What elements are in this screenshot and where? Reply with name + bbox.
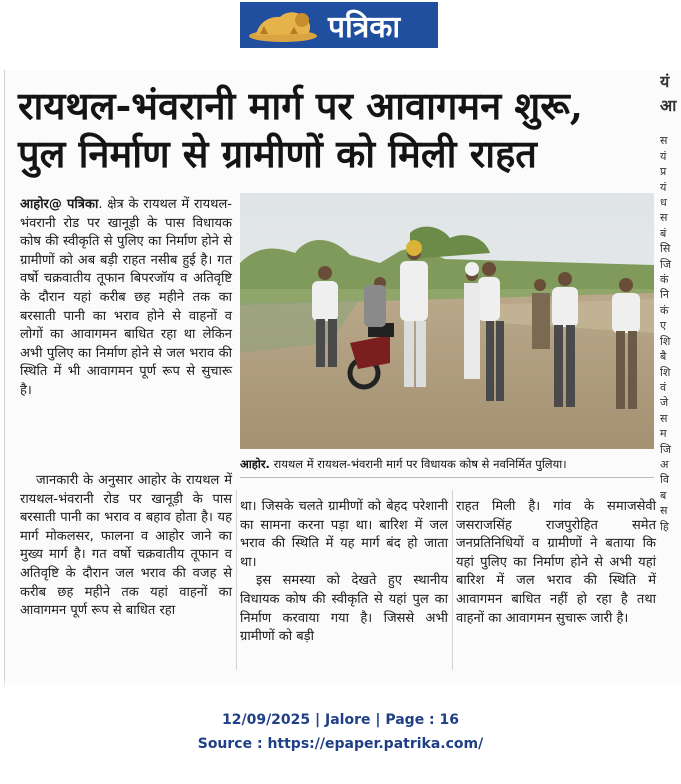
adjacent-article-fragment: शि	[660, 365, 671, 379]
adjacent-article-fragment: स	[660, 134, 668, 148]
adjacent-article-fragment: प्र	[660, 165, 667, 179]
clip-bottom-fade	[4, 677, 681, 689]
paragraph-3a-text: था। जिसके चलते ग्रामीणों को बेहद परेशानी का सामना करना पड़ा था। बारिश में जल भराव की स्थिति में यह मार्ग बंद हो जाता था।	[240, 499, 448, 570]
paragraph-3b-text: इस समस्या को देखते हुए स्थानीय विधायक कोष की स्वीकृति से यहां पुल का निर्माण करवाया गया है। जिससे अभी ग्रामीणों को बड़ी	[240, 573, 448, 645]
adjacent-article-fragment: वं	[660, 380, 667, 394]
column-rule	[452, 490, 453, 670]
adjacent-article-fragment: नि	[660, 288, 669, 302]
dateline: आहोर@ पत्रिका	[20, 197, 99, 212]
caption-place: आहोर.	[240, 457, 270, 471]
adjacent-article-fragment: ब	[660, 488, 667, 502]
article-paragraph-2	[20, 472, 232, 621]
adjacent-article-fragment: यं	[660, 149, 667, 163]
adjacent-article-fragment: जि	[660, 257, 672, 271]
footer-edition-info: 12/09/2025 | Jalore | Page : 16	[221, 712, 460, 728]
news-photo	[240, 193, 654, 449]
article-paragraph-1	[20, 196, 232, 401]
clip-edge	[4, 70, 5, 687]
paragraph-4-text: राहत मिली है। गांव के समाजसेवी जसराजसिंह राजपुरोहित समेत जनप्रतिनिधियों व ग्रामीणों ने बताया कि यहां पुलिए का निर्माण होने से अभी यहां बारिश में जल भराव की स्थिति में आवागमन बाधित नहीं हो रहा है तथा वाहनों का आवागमन सुचारू जारी है।	[456, 499, 656, 626]
headline	[18, 82, 658, 178]
adjacent-article-fragment: स	[660, 211, 668, 225]
adjacent-article-fragment: बं	[660, 226, 667, 240]
adjacent-article-fragment: ध	[660, 196, 667, 210]
adjacent-article-fragment: स	[660, 411, 668, 425]
adjacent-article-fragment: यं	[660, 72, 670, 91]
adjacent-article-fragment: जे	[660, 396, 669, 410]
adjacent-article-fragment: कं	[660, 303, 669, 317]
lion-emblem-icon	[246, 6, 320, 44]
adjacent-article-fragment: स	[660, 504, 668, 518]
adjacent-article-fragment: कं	[660, 273, 669, 287]
masthead-name: पत्रिका	[328, 10, 401, 45]
headline-line-2: पुल निर्माण से ग्रामीणों को मिली राहत	[18, 131, 537, 176]
adjacent-article-fragment: वि	[660, 473, 669, 487]
adjacent-article-fragment: म	[660, 427, 667, 441]
adjacent-article-fragment: हि	[660, 519, 669, 533]
adjacent-article-fragment: बै	[660, 350, 667, 364]
article-paragraph-4	[456, 498, 656, 628]
adjacent-article-fragment: ए	[660, 319, 667, 333]
adjacent-article-strip	[660, 70, 681, 687]
adjacent-article-fragment: आ	[660, 96, 677, 115]
footer-source-link[interactable]: Source : https://epaper.patrika.com/	[197, 736, 484, 752]
adjacent-article-fragment: शि	[660, 334, 671, 348]
paragraph-2-text: जानकारी के अनुसार आहोर के रायथल में रायथल-भंवरानी रोड पर खानूड़ी के पास बरसाती पानी का भराव व बहाव होता है। यह मार्ग मोकलसर, फालना व आहोर जाने का मुख्य मार्ग है। गत वर्षो चक्रवातीय तूफान व अतिवृष्टि के दौरान जल भराव की वजह से करीब छह महीने तक यहां वाहनों का आवागमन पूर्ण रूप से बाधित रहा	[20, 473, 232, 619]
paragraph-1-text: . क्षेत्र के रायथल में रायथल-भंवरानी रोड पर खानूड़ी के पास विधायक कोष की स्वीकृति से पुलिए का निर्माण होने से ग्रामीणों को अब बड़ी राहत नसीब हुई है। गत वर्षो चक्रवातीय तूफान बिपरजॉय व अतिवृष्टि के दौरान यहां करीब छह महीने तक का बरसाती पानी का भराव होने से वाहनों व लोगों का आवागमन बाधित रहा था लेकिन अभी पुलिए का निर्माण होने से जल भराव की स्थिति में भी आवागमन पूर्ण रूप से सुचारू है।	[20, 197, 232, 398]
adjacent-article-fragment: जि	[660, 442, 672, 456]
photo-caption	[240, 453, 654, 478]
adjacent-article-fragment: अ	[660, 457, 669, 471]
caption-text: रायथल में रायथल-भंवरानी मार्ग पर विधायक कोष से नवनिर्मित पुलिया।	[269, 457, 567, 471]
column-rule	[236, 490, 237, 670]
adjacent-article-fragment: यं	[660, 180, 667, 194]
adjacent-article-fragment: सि	[660, 242, 671, 256]
photo-scene	[240, 193, 654, 449]
headline-line-1: रायथल-भंवरानी मार्ग पर आवागमन शुरू,	[18, 83, 584, 128]
masthead-logo	[240, 2, 438, 48]
article-paragraph-3	[240, 498, 448, 647]
adjacent-article-fragment	[660, 118, 681, 133]
